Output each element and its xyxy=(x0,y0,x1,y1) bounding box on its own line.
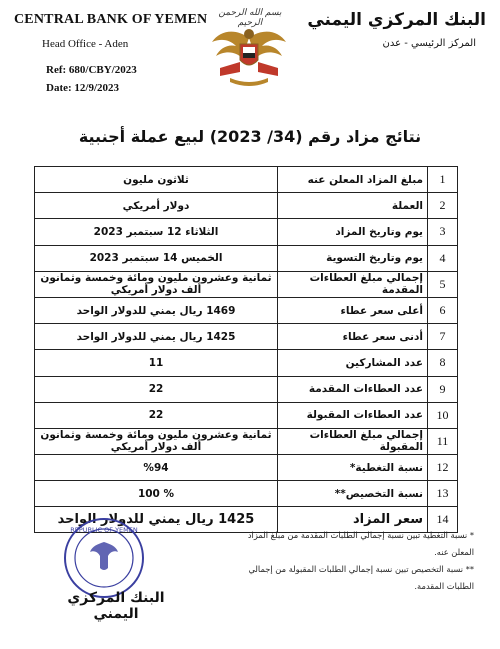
row-number: 9 xyxy=(428,376,458,402)
row-number: 4 xyxy=(428,245,458,271)
row-value: 22 xyxy=(35,402,278,428)
table-row xyxy=(35,297,458,323)
row-label: إجمالي مبلغ العطاءات المقبولة xyxy=(278,428,428,454)
document-title: نتائج مزاد رقم (34/ 2023) لبيع عملة أجنبية xyxy=(78,127,422,146)
table-row xyxy=(35,167,458,193)
row-value: 1425 ريال يمني للدولار الواحد xyxy=(35,324,278,350)
row-value: % 100 xyxy=(35,481,278,507)
row-label: أعلى سعر عطاء xyxy=(278,297,428,323)
table-row xyxy=(35,245,458,271)
table-row xyxy=(35,324,458,350)
footnote-coverage: * نسبة التغطية تبين نسبة إجمالي الطلبات المقدمة من مبلغ المزاد المعلن عنه. xyxy=(247,530,474,557)
row-value: دولار أمريكي xyxy=(35,193,278,219)
signature-bank-name: البنك المركزي اليمني xyxy=(67,590,165,622)
table-row xyxy=(35,271,458,297)
table-row xyxy=(35,455,458,481)
row-label: العملة xyxy=(278,193,428,219)
document-date: Date: 12/9/2023 xyxy=(46,82,120,94)
auction-results-table xyxy=(34,166,458,533)
row-number: 6 xyxy=(428,297,458,323)
bank-name-en: CENTRAL BANK OF YEMEN xyxy=(14,12,208,27)
row-value: 1469 ريال يمني للدولار الواحد xyxy=(35,297,278,323)
row-label: يوم وتاريخ المزاد xyxy=(278,219,428,245)
footnote-allocation: ** نسبة التخصيص تبين نسبة إجمالي الطلبات المقبولة من إجمالي الطلبات المقدمة. xyxy=(248,564,474,591)
row-number: 11 xyxy=(428,428,458,454)
row-number: 13 xyxy=(428,481,458,507)
eagle-emblem-icon xyxy=(206,8,292,92)
reference-number: Ref: 680/CBY/2023 xyxy=(46,64,137,76)
row-label: نسبة التخصيص** xyxy=(278,481,428,507)
row-label: مبلغ المزاد المعلن عنه xyxy=(278,167,428,193)
row-value: 11 xyxy=(35,350,278,376)
row-value: ثمانية وعشرون مليون ومائة وخمسة وثمانون ألف دولار أمريكي xyxy=(35,271,278,297)
row-value: الثلاثاء 12 سبتمبر 2023 xyxy=(35,219,278,245)
row-value: ثمانية وعشرون مليون ومائة وخمسة وثمانون ألف دولار أمريكي xyxy=(35,428,278,454)
row-number: 3 xyxy=(428,219,458,245)
row-label: عدد المشاركين xyxy=(278,350,428,376)
row-value: 22 xyxy=(35,376,278,402)
table-row xyxy=(35,428,458,454)
row-number: 12 xyxy=(428,455,458,481)
table-row xyxy=(35,350,458,376)
table-row xyxy=(35,193,458,219)
row-number: 10 xyxy=(428,402,458,428)
table-row xyxy=(35,402,458,428)
row-number: 7 xyxy=(428,324,458,350)
office-en: Head Office - Aden xyxy=(42,38,129,50)
stamp-text: REPUBLIC OF YEMEN xyxy=(70,526,138,534)
row-value: ثلاثون مليون xyxy=(35,167,278,193)
row-label: عدد العطاءات المقدمة xyxy=(278,376,428,402)
row-label: عدد العطاءات المقبولة xyxy=(278,402,428,428)
table-row xyxy=(35,376,458,402)
row-value: %94 xyxy=(35,455,278,481)
table-row xyxy=(35,219,458,245)
row-label: أدنى سعر عطاء xyxy=(278,324,428,350)
row-label: إجمالي مبلغ العطاءات المقدمة xyxy=(278,271,428,297)
official-stamp-icon xyxy=(62,516,146,600)
footnotes xyxy=(228,527,474,595)
bank-name-ar: البنك المركزي اليمني xyxy=(307,10,486,30)
row-number: 8 xyxy=(428,350,458,376)
table-row xyxy=(35,481,458,507)
office-ar: المركز الرئيسي - عدن xyxy=(382,38,476,49)
arabic-header xyxy=(306,10,486,49)
row-value: 1425 ريال يمني للدولار الواحد xyxy=(35,507,278,533)
row-number: 14 xyxy=(428,507,458,533)
row-number: 2 xyxy=(428,193,458,219)
row-number: 5 xyxy=(428,271,458,297)
english-header xyxy=(14,12,214,94)
row-number: 1 xyxy=(428,167,458,193)
row-label: سعر المزاد xyxy=(278,507,428,533)
basmala: بسم الله الرحمن الرحيم xyxy=(218,8,282,28)
row-label: يوم وتاريخ التسوية xyxy=(278,245,428,271)
row-label: نسبة التغطية* xyxy=(278,455,428,481)
row-value: الخميس 14 سبتمبر 2023 xyxy=(35,245,278,271)
